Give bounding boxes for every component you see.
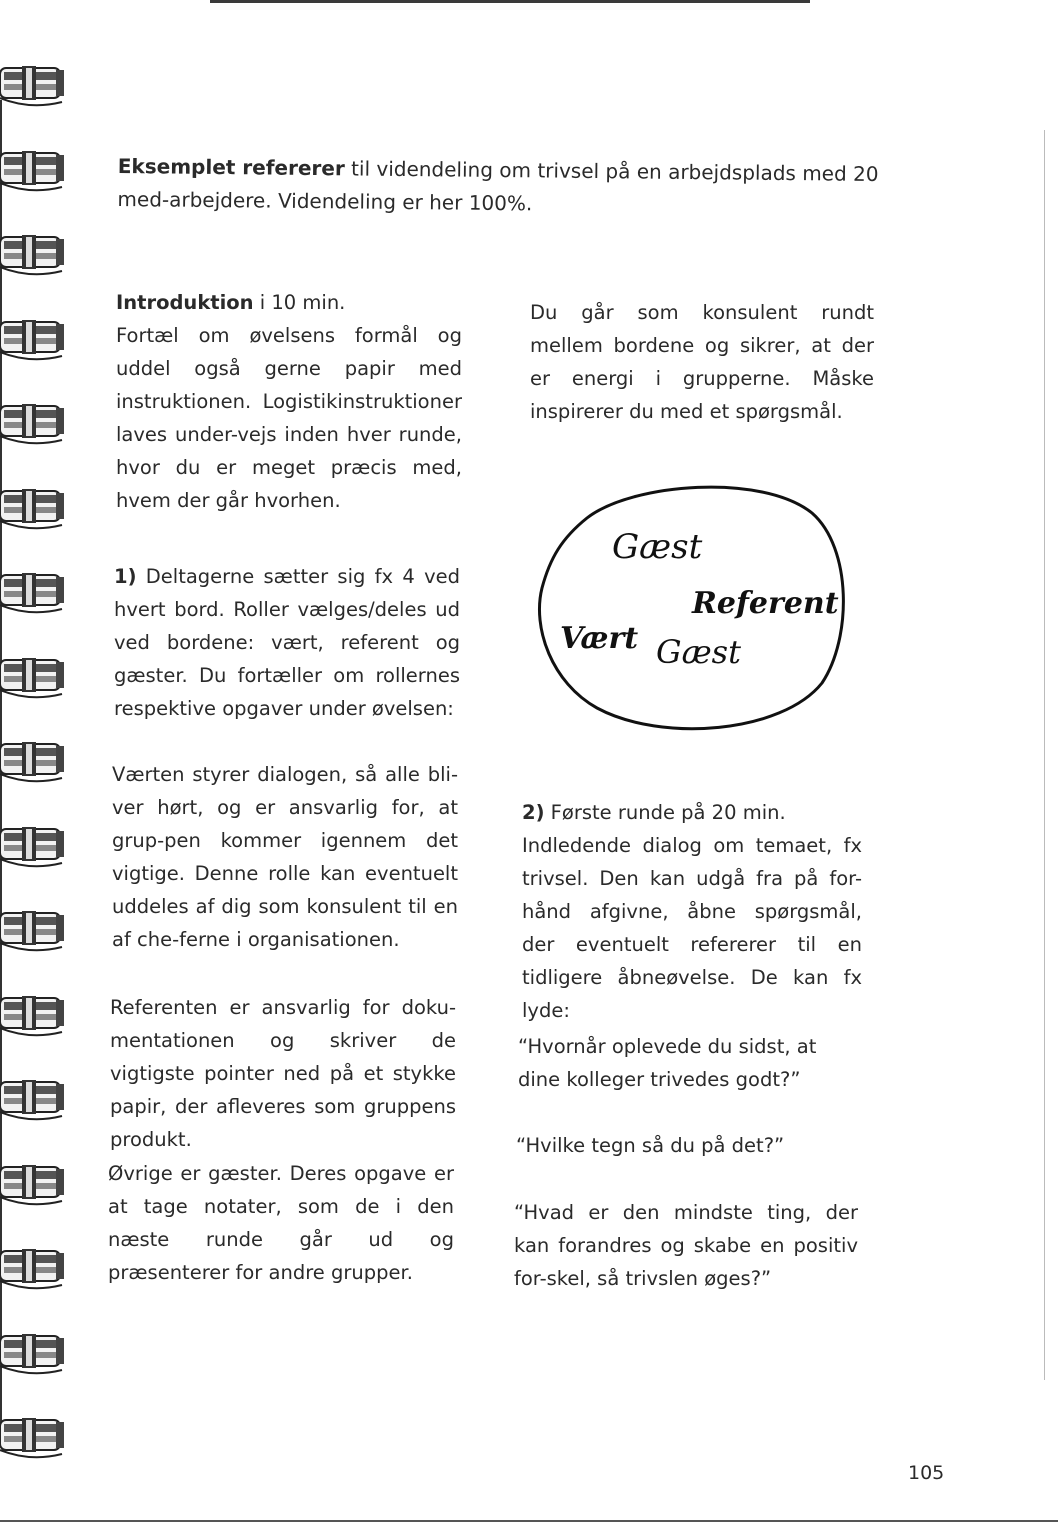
host-section bbox=[112, 758, 458, 956]
question-2-block bbox=[516, 1129, 860, 1162]
binding-coil bbox=[0, 903, 66, 959]
introduction-section bbox=[116, 286, 462, 517]
step1-paragraph bbox=[114, 560, 460, 725]
binding-coil bbox=[0, 1326, 66, 1382]
page-right-edge bbox=[1044, 130, 1045, 1380]
step2-heading bbox=[522, 796, 862, 829]
referent-paragraph: Referenten er ansvarlig for doku-mentationen og skriver de vigtigste pointer ned på et stykke papir, der afleveres som gruppens produkt. bbox=[110, 996, 456, 1151]
step2-number: 2) bbox=[522, 801, 545, 824]
question-2: “Hvilke tegn så du på det?” bbox=[516, 1134, 785, 1157]
binding-coil bbox=[0, 565, 66, 621]
binding-coil bbox=[0, 396, 66, 452]
binding-coil bbox=[0, 227, 66, 283]
binding-coil bbox=[0, 988, 66, 1044]
binding-coil bbox=[0, 58, 66, 114]
binding-coil bbox=[0, 1157, 66, 1213]
introduction-heading bbox=[116, 286, 462, 319]
intro-bold-lead: Eksemplet refererer bbox=[117, 153, 345, 181]
referent-section bbox=[110, 991, 456, 1156]
page-bottom-edge bbox=[0, 1520, 1058, 1522]
question-1-block bbox=[518, 1030, 862, 1096]
introduction-body: Fortæl om øvelsens formål og uddel også gerne papir med instruktionen. Logistikinstruktioner laves under-vejs inden hver runde, hvor du er meget præcis med, hvem der går hvorhen. bbox=[116, 324, 462, 512]
step2-heading-rest: Første runde på 20 min. bbox=[544, 801, 786, 824]
binding-coil bbox=[0, 819, 66, 875]
consultant-section bbox=[530, 296, 874, 428]
host-paragraph: Værten styrer dialogen, så alle bli-ver hørt, og er ansvarlig for, at grup-pen kommer igennem det vigtige. Denne rolle kan eventuelt uddeles af dig som konsulent til en af che-ferne i organisationen. bbox=[112, 763, 458, 951]
step1-number: 1) bbox=[114, 565, 137, 588]
question-3: “Hvad er den mindste ting, der kan forandres og skabe en positiv for-skel, så trivslen øges?” bbox=[514, 1201, 858, 1290]
step1-body: Deltagerne sætter sig fx 4 ved hvert bord. Roller vælges/deles ud ved bordene: vært, referent og gæster. Du fortæller om rollernes respektive opgaver under øvelsen: bbox=[114, 565, 460, 720]
step2-section bbox=[522, 796, 862, 1027]
intro-body: til videndeling om trivsel på en arbejdsplads med 20 med-arbejdere. Videndeling er her 100%. bbox=[117, 156, 879, 216]
question-1: “Hvornår oplevede du sidst, at dine kolleger trivedes godt?” bbox=[518, 1035, 817, 1091]
binding-coil bbox=[0, 650, 66, 706]
binding-coil bbox=[0, 734, 66, 790]
binding-coil bbox=[0, 143, 66, 199]
page-number: 105 bbox=[908, 1462, 945, 1484]
diagram-label-guest-top: Gæst bbox=[612, 527, 703, 567]
introduction-heading-bold: Introduktion bbox=[116, 291, 254, 314]
diagram-label-host: Vært bbox=[560, 621, 639, 656]
binding-coil bbox=[0, 1241, 66, 1297]
intro-paragraph bbox=[117, 150, 888, 224]
consultant-paragraph: Du går som konsulent rundt mellem bordene og sikrer, at der er energi i grupperne. Måske inspirerer du med et spørgsmål. bbox=[530, 301, 874, 423]
binding-coil bbox=[0, 1072, 66, 1128]
table-roles-diagram bbox=[532, 478, 852, 748]
binding-coil bbox=[0, 481, 66, 537]
binding-coil bbox=[0, 312, 66, 368]
introduction-heading-rest: i 10 min. bbox=[253, 291, 346, 314]
guests-section bbox=[108, 1157, 454, 1289]
binding-coil bbox=[0, 1410, 66, 1466]
step1-section bbox=[114, 560, 460, 725]
diagram-label-guest-bottom: Gæst bbox=[656, 633, 741, 671]
question-3-block bbox=[514, 1196, 858, 1295]
guests-paragraph: Øvrige er gæster. Deres opgave er at tage notater, som de i den næste runde går ud og præsenterer for andre grupper. bbox=[108, 1162, 454, 1284]
page-top-edge bbox=[210, 0, 810, 3]
step2-body: Indledende dialog om temaet, fx trivsel. Den kan udgå fra på for-hånd afgivne, åbne spørgsmål, der eventuelt refererer til en tidligere åbneøvelse. De kan fx lyde: bbox=[522, 834, 862, 1022]
diagram-label-referent: Referent bbox=[692, 586, 839, 621]
